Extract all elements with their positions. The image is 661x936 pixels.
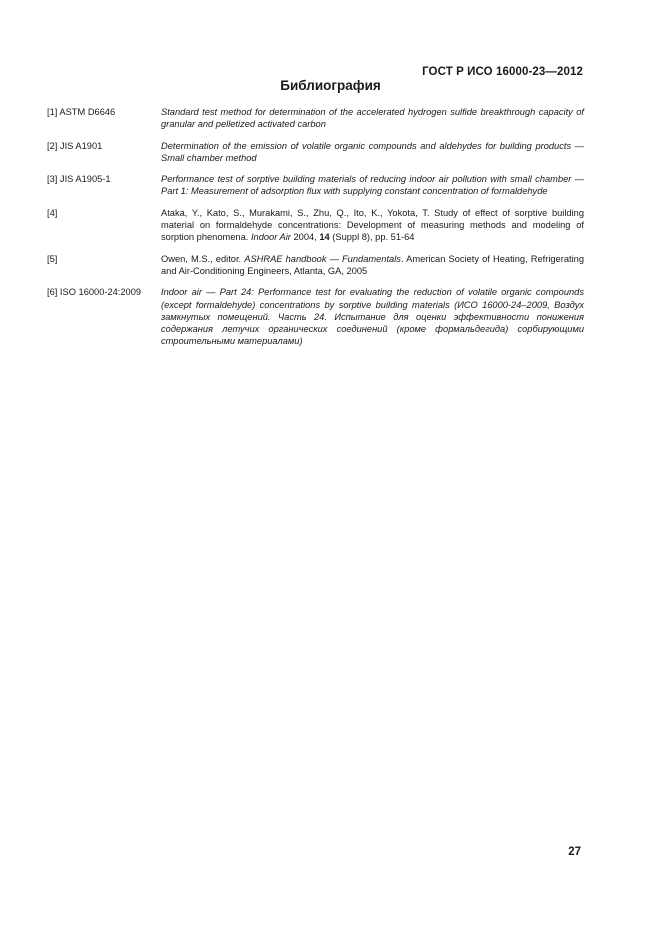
entry-text: Determination of the emission of volatile organic compounds and aldehydes for building products — Small chamber method xyxy=(161,140,584,163)
entry-text-part: (Suppl 8), pp. 51-64 xyxy=(329,232,415,243)
entry-label: [4] xyxy=(47,207,58,218)
entry-label: [5] xyxy=(47,253,58,264)
entry-text xyxy=(161,207,584,244)
entry-text-part: . American Society of Heating, Refrigerating and Air-Conditioning Engineers, Atlanta, GA, 2005 xyxy=(161,253,584,276)
entry-text-part: Ataka, Y., Kato, S., Murakami, S., Zhu, Q., Ito, K., Yokota, T. Study of effect of sorptive building material on formaldehyde concentrations: Development of measuring methods and modeling of sorption phenomena. xyxy=(161,207,584,243)
entry-text: Standard test method for determination of the accelerated hydrogen sulfide breakthrough capacity of granular and pelletized activated carbon xyxy=(161,107,584,130)
entry-text: Performance test of sorptive building materials of reducing indoor air pollution with small chamber — Part 1: Measurement of adsorption flux with supplying constant concentration of formaldehyde xyxy=(161,174,584,197)
bibliography-entry-4 xyxy=(47,207,584,244)
entry-label: [2] JIS A1901 xyxy=(47,140,103,151)
bibliography-entry-3 xyxy=(47,173,584,198)
entry-volume: 14 xyxy=(319,232,330,243)
entry-year: 2004, xyxy=(290,232,320,243)
entry-text-part: Owen, M.S., editor. xyxy=(161,253,245,264)
bibliography-entry-1 xyxy=(47,106,584,131)
entry-text xyxy=(161,253,584,278)
page-title: Библиография xyxy=(280,78,381,93)
book-title: ASHRAE handbook — Fundamentals xyxy=(244,253,401,264)
entry-text: Indoor air — Part 24: Performance test for evaluating the reduction of volatile organic compounds (except formaldehyde) concentrations by sorptive building materials (ИСО 16000-24–2009, Воздух замкнутых помещений. Часть 24. Испытание для оценки эффективности понижения содержания летучих органических соединений (кроме формальдегида) сорбирующими строительными материалами) xyxy=(161,287,584,347)
entry-label: [3] JIS A1905-1 xyxy=(47,174,111,185)
entry-label: [6] ISO 16000-24:2009 xyxy=(47,287,142,298)
bibliography-entry-6 xyxy=(47,286,584,347)
bibliography-list xyxy=(47,106,584,357)
page-number: 27 xyxy=(568,846,581,858)
entry-label: [1] ASTM D6646 xyxy=(47,107,116,117)
bibliography-entry-5 xyxy=(47,253,584,278)
journal-name: Indoor Air xyxy=(250,232,291,243)
document-code: ГОСТ Р ИСО 16000-23—2012 xyxy=(422,66,583,78)
bibliography-entry-2 xyxy=(47,140,584,165)
